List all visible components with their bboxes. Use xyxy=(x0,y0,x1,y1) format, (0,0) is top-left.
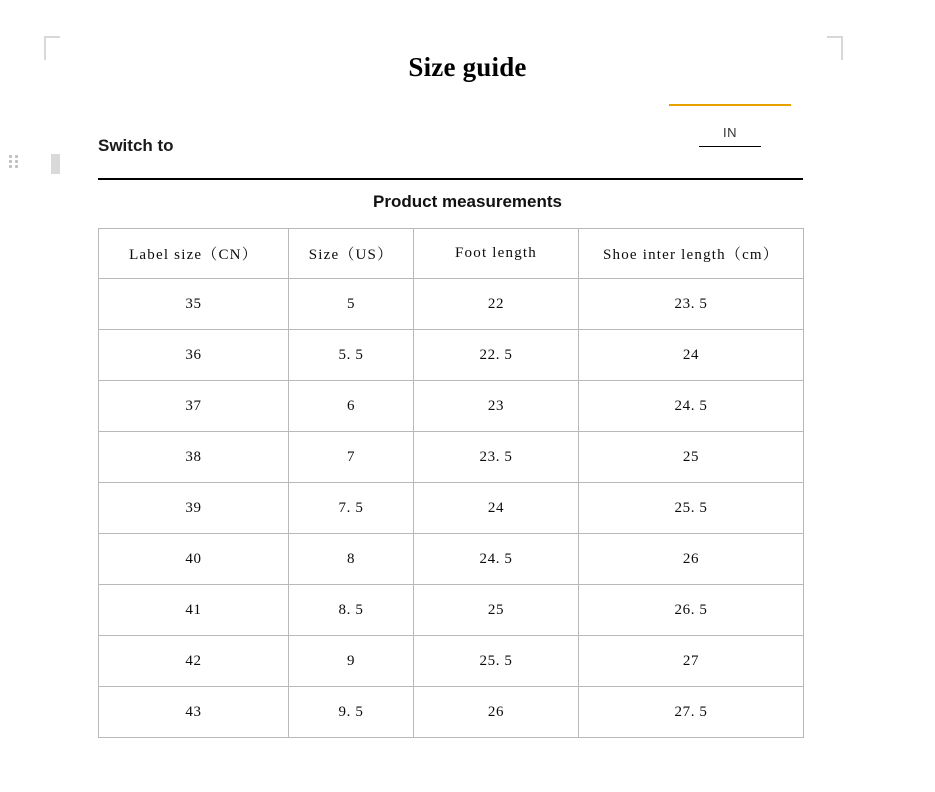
unit-underline xyxy=(699,146,761,147)
table-header-cell: Label size（CN） xyxy=(99,229,289,279)
table-cell: 37 xyxy=(99,381,289,432)
table-cell: 7 xyxy=(289,432,414,483)
table-cell: 35 xyxy=(99,279,289,330)
table-cell: 24 xyxy=(414,483,579,534)
header-divider xyxy=(98,178,803,180)
table-cell: 41 xyxy=(99,585,289,636)
table-row xyxy=(99,432,804,483)
table-cell: 42 xyxy=(99,636,289,687)
section-title: Product measurements xyxy=(373,192,562,211)
table-cell: 9 xyxy=(289,636,414,687)
table-cell: 7. 5 xyxy=(289,483,414,534)
table-header-cell: Foot length xyxy=(414,229,579,279)
table-cell: 22 xyxy=(414,279,579,330)
table-row xyxy=(99,381,804,432)
table-row xyxy=(99,687,804,738)
unit-toggle[interactable] xyxy=(669,104,791,147)
table-row xyxy=(99,534,804,585)
table-cell: 25 xyxy=(579,432,804,483)
table-cell: 9. 5 xyxy=(289,687,414,738)
table-cell: 26 xyxy=(579,534,804,585)
table-cell: 25. 5 xyxy=(414,636,579,687)
table-row xyxy=(99,636,804,687)
page-title: Size guide xyxy=(408,52,527,82)
table-cell: 25 xyxy=(414,585,579,636)
unit-accent-rule xyxy=(669,104,791,106)
table-cell: 5 xyxy=(289,279,414,330)
table-cell: 5. 5 xyxy=(289,330,414,381)
unit-switch-row xyxy=(98,104,803,176)
table-cell: 8. 5 xyxy=(289,585,414,636)
table-cell: 23. 5 xyxy=(414,432,579,483)
table-cell: 6 xyxy=(289,381,414,432)
table-header-cell: Shoe inter length（cm） xyxy=(579,229,804,279)
table-cell: 43 xyxy=(99,687,289,738)
table-row xyxy=(99,330,804,381)
table-cell: 40 xyxy=(99,534,289,585)
table-cell: 22. 5 xyxy=(414,330,579,381)
table-cell: 26 xyxy=(414,687,579,738)
table-cell: 27 xyxy=(579,636,804,687)
table-cell: 24. 5 xyxy=(414,534,579,585)
table-cell: 23 xyxy=(414,381,579,432)
unit-value-label: IN xyxy=(723,125,737,140)
table-cell: 24. 5 xyxy=(579,381,804,432)
table-cell: 23. 5 xyxy=(579,279,804,330)
table-cell: 25. 5 xyxy=(579,483,804,534)
table-header-row xyxy=(99,229,804,279)
table-cell: 24 xyxy=(579,330,804,381)
table-row xyxy=(99,585,804,636)
size-table xyxy=(98,228,804,738)
table-cell: 36 xyxy=(99,330,289,381)
switch-to-label: Switch to xyxy=(98,136,174,155)
table-header-cell: Size（US） xyxy=(289,229,414,279)
table-cell: 8 xyxy=(289,534,414,585)
table-row xyxy=(99,483,804,534)
table-cell: 38 xyxy=(99,432,289,483)
table-cell: 39 xyxy=(99,483,289,534)
sidebar-marker xyxy=(51,154,60,174)
drag-handle-icon[interactable] xyxy=(9,155,21,171)
table-cell: 27. 5 xyxy=(579,687,804,738)
table-cell: 26. 5 xyxy=(579,585,804,636)
table-row xyxy=(99,279,804,330)
